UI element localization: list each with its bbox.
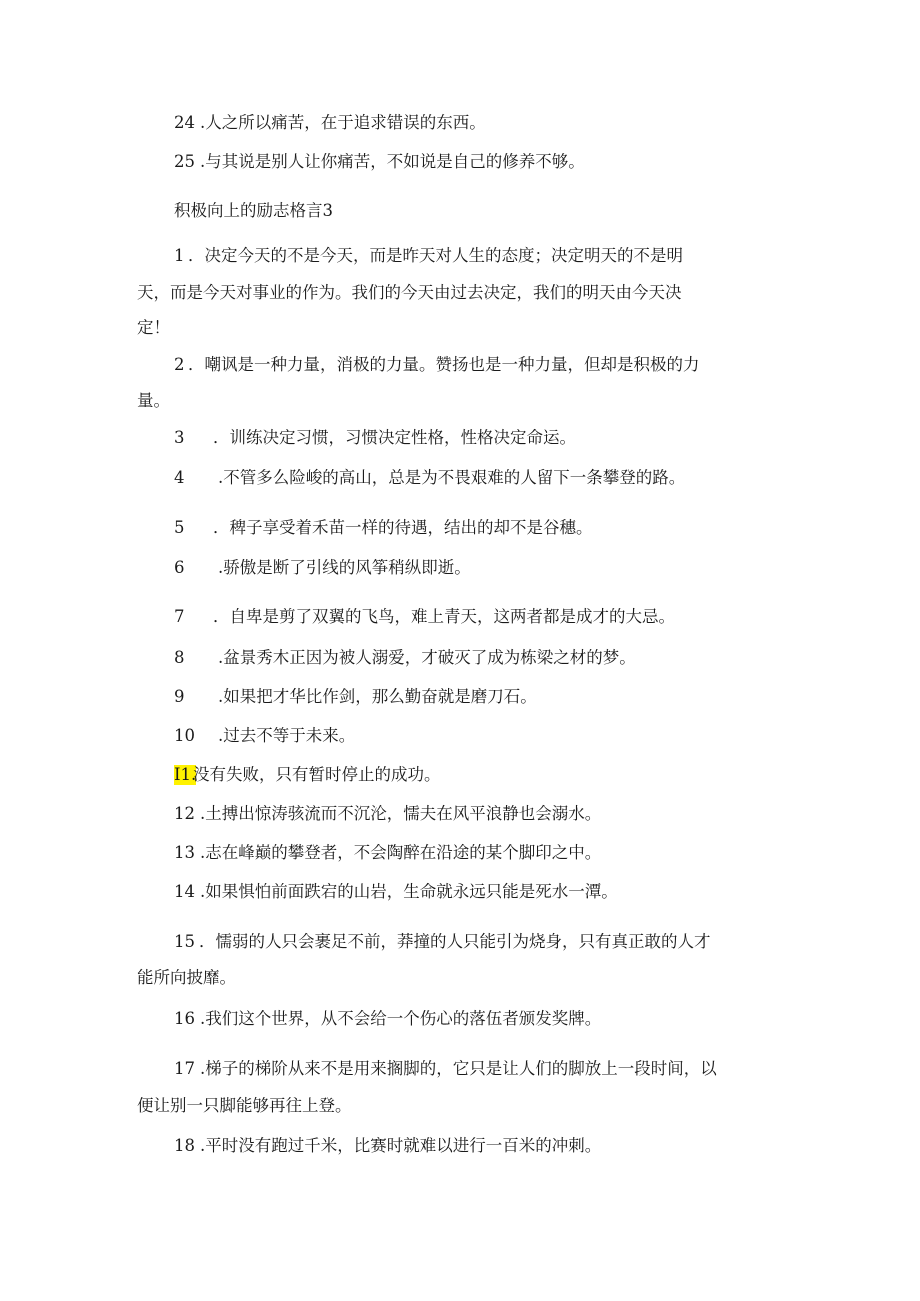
item-number: 8	[174, 648, 185, 667]
item-text: .不管多么险峻的高山，总是为不畏艰难的人留下一条攀登的路。	[218, 468, 686, 487]
item-number: 15	[174, 932, 195, 951]
item-text: .平时没有跑过千米，比赛时就难以进行一百米的冲刺。	[200, 1136, 602, 1155]
item-text: ．决定今天的不是今天，而是昨天对人生的态度；决定明天的不是明	[188, 246, 683, 265]
item-number-highlighted: I1.	[174, 765, 197, 784]
item-number: 13	[174, 843, 195, 862]
item-number: 2	[174, 355, 185, 374]
item-number: 4	[174, 468, 185, 487]
item-number: 3	[174, 428, 185, 447]
item-text: .土搏出惊涛骇流而不沉沦，懦夫在风平浪静也会溺水。	[200, 804, 602, 823]
item-text: 没有失败，只有暂时停止的成功。	[193, 765, 441, 784]
item-number: 16	[174, 1009, 195, 1028]
item-text: 便让别一只脚能够再往上登。	[137, 1096, 352, 1115]
item-text: ．训练决定习惯，习惯决定性格，性格决定命运。	[213, 428, 576, 447]
item-number: 14	[174, 882, 195, 901]
item-text: ．稗子享受着禾苗一样的待遇，结出的却不是谷穗。	[213, 518, 593, 537]
item-number: 9	[174, 687, 185, 706]
item-number: 7	[174, 607, 185, 626]
item-text: ．嘲讽是一种力量，消极的力量。赞扬也是一种力量，但却是积极的力	[188, 355, 700, 374]
item-text: .人之所以痛苦，在于追求错误的东西。	[200, 113, 486, 132]
item-text: 定！	[137, 318, 170, 337]
item-number: 18	[174, 1136, 195, 1155]
item-text: ．自卑是剪了双翼的飞鸟，难上青天，这两者都是成才的大忌。	[213, 607, 675, 626]
item-number: 25	[174, 152, 195, 171]
item-number: 5	[174, 518, 185, 537]
item-text: .如果惧怕前面跌宕的山岩，生命就永远只能是死水一潭。	[200, 882, 618, 901]
item-text: .过去不等于未来。	[218, 726, 356, 745]
item-text: .骄傲是断了引线的风筝稍纵即逝。	[218, 558, 471, 577]
item-number: 10	[174, 726, 195, 745]
item-text: 能所向披靡。	[137, 968, 236, 987]
item-text: .如果把才华比作剑，那么勤奋就是磨刀石。	[218, 687, 537, 706]
item-number: 6	[174, 558, 185, 577]
item-text: .志在峰巅的攀登者，不会陶醉在沿途的某个脚印之中。	[200, 843, 602, 862]
item-text: .我们这个世界，从不会给一个伤心的落伍者颁发奖牌。	[200, 1009, 602, 1028]
item-number: 24	[174, 113, 195, 132]
item-number: 12	[174, 804, 195, 823]
item-number: 1	[174, 246, 185, 265]
item-text: 天，而是今天对事业的作为。我们的今天由过去决定，我们的明天由今天决	[137, 283, 682, 302]
item-text: .盆景秀木正因为被人溺爱，才破灭了成为栋梁之材的梦。	[218, 648, 636, 667]
item-text: .梯子的梯阶从来不是用来搁脚的，它只是让人们的脚放上一段时间，以	[200, 1059, 717, 1078]
item-number: 17	[174, 1059, 195, 1078]
item-text: 量。	[137, 391, 170, 410]
item-text: .与其说是别人让你痛苦，不如说是自己的修养不够。	[200, 152, 585, 171]
item-text: ．懦弱的人只会裹足不前，莽撞的人只能引为烧身，只有真正敢的人才	[199, 932, 711, 951]
section-heading: 积极向上的励志格言3	[174, 201, 333, 220]
